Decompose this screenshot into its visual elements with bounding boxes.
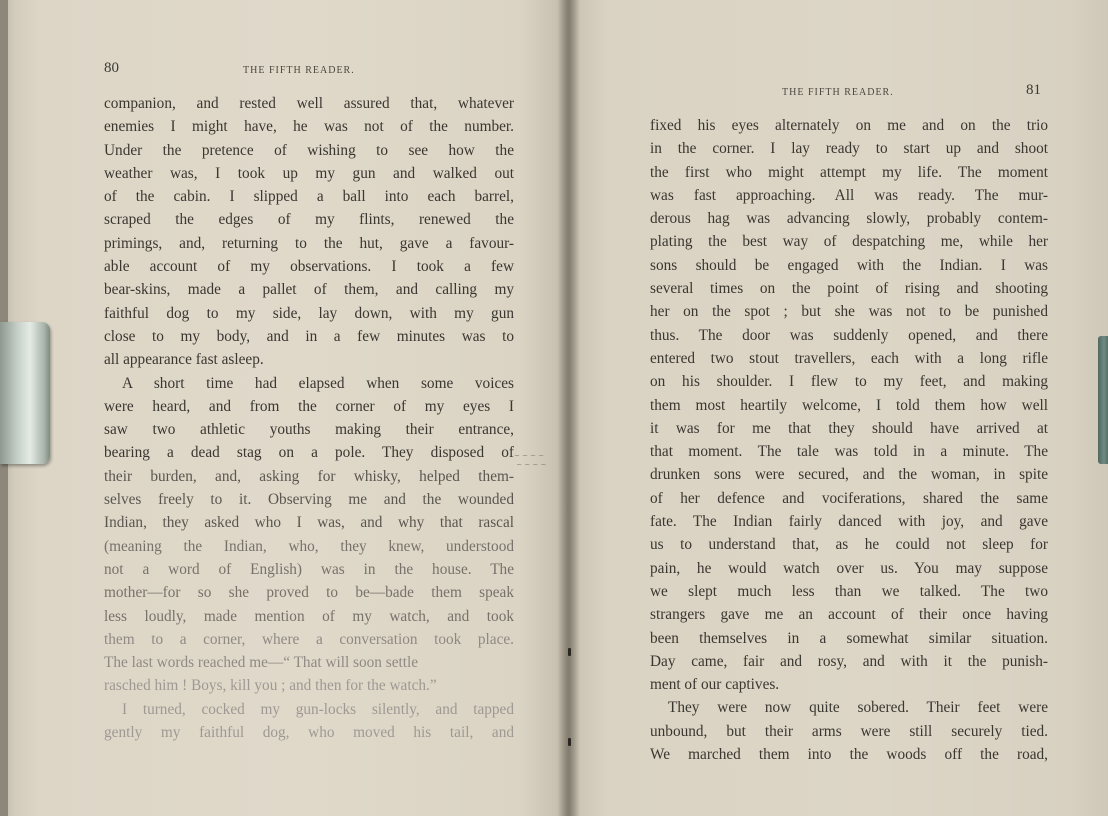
text-line: we slept much less than we talked. The two	[650, 582, 1048, 600]
text-line: sons should be engaged with the Indian. I was	[650, 256, 1048, 274]
text-line: drunken sons were secured, and the woman, in spite	[650, 466, 1048, 484]
text-line: fixed his eyes alternately on me and on the trio	[650, 117, 1048, 134]
text-line: scraped the edges of my flints, renewed the	[104, 211, 514, 229]
right-page	[568, 0, 1108, 816]
text-line: us to understand that, as he could not sleep for	[650, 536, 1048, 554]
text-line: faithful dog to my side, lay down, with my gun	[104, 304, 514, 322]
text-line: They were now quite sobered. Their feet were	[668, 699, 1048, 717]
page-number-left: 80	[104, 60, 119, 76]
right-page-text	[650, 114, 1048, 766]
text-line: was fast approaching. All was ready. The mur-	[650, 186, 1048, 204]
text-line: mother—for so she proved to be—bade them speak	[104, 584, 514, 602]
text-line: been themselves in a somewhat similar situation.	[650, 629, 1048, 647]
text-line: her on the spot ; but she was not to be punished	[650, 303, 1048, 321]
text-line: their burden, and, asking for whisky, helped them-	[104, 467, 514, 485]
gutter-mark	[568, 648, 571, 656]
text-line: I turned, cocked my gun-locks silently, and tapped	[122, 700, 514, 718]
running-head-right: THE FIFTH READER.	[782, 87, 894, 98]
text-line: Indian, they asked who I was, and why that rascal	[104, 514, 514, 532]
text-line: strangers gave me an account of their once having	[650, 606, 1048, 624]
text-line: the first who might attempt my life. The moment	[650, 163, 1048, 181]
text-line: able account of my observations. I took a few	[104, 258, 514, 276]
text-line: that moment. The tale was told in a minute. The	[650, 443, 1048, 461]
pencil-marginalia: ~ ~ ~ ~ ~ ~ ~ ~	[514, 452, 547, 469]
text-line: The last words reached me—“ That will soon settle	[104, 654, 419, 672]
bookmark-clip-left	[0, 322, 50, 464]
text-line: on his shoulder. I flew to my feet, and making	[650, 373, 1048, 391]
text-line: bearing a dead stag on a pole. They disposed of	[104, 444, 514, 462]
text-line: ment of our captives.	[650, 676, 780, 694]
text-line: A short time had elapsed when some voices	[122, 374, 514, 392]
text-line: close to my body, and in a few minutes was to	[104, 327, 514, 345]
text-line: plating the best way of despatching me, while her	[650, 233, 1048, 251]
text-line: several times on the point of rising and shooting	[650, 280, 1048, 298]
text-line: not a word of English) was in the house. The	[104, 560, 514, 578]
text-line: less loudly, made mention of my watch, and took	[104, 607, 514, 625]
text-line: primings, and, returning to the hut, gave a favour-	[104, 234, 514, 252]
text-line: enemies I might have, he was not of the number.	[104, 118, 514, 136]
text-line: Under the pretence of wishing to see how the	[104, 141, 514, 159]
text-line: of the cabin. I slipped a ball into each barrel,	[104, 188, 514, 206]
text-line: thus. The door was suddenly opened, and there	[650, 326, 1048, 344]
text-line: Day came, fair and rosy, and with it the punish-	[650, 652, 1048, 670]
text-line: (meaning the Indian, who, they knew, understood	[104, 537, 514, 555]
left-page-text	[104, 92, 514, 744]
text-line: weather was, I took up my gun and walked out	[104, 164, 514, 182]
text-line: We marched them into the woods off the road,	[650, 746, 1048, 764]
text-line: unbound, but their arms were still securely tied.	[650, 722, 1048, 740]
text-line: in the corner. I lay ready to start up and shoot	[650, 140, 1048, 158]
text-line: entered two stout travellers, each with a long rifle	[650, 349, 1048, 367]
text-line: them most heartily welcome, I told them how well	[650, 396, 1048, 414]
text-line: gently my faithful dog, who moved his tail, and	[104, 724, 514, 742]
text-line: fate. The Indian fairly danced with joy, and gave	[650, 513, 1048, 531]
bookmark-clip-right	[1098, 336, 1108, 464]
text-line: all appearance fast asleep.	[104, 351, 264, 369]
text-line: them to a corner, where a conversation took place.	[104, 630, 514, 648]
running-head-left: THE FIFTH READER.	[243, 65, 355, 76]
text-line: selves freely to it. Observing me and the wounded	[104, 491, 514, 509]
gutter-mark	[568, 738, 571, 746]
text-line: it was for me that they should have arrived at	[650, 419, 1048, 437]
text-line: bear-skins, made a pallet of them, and calling my	[104, 281, 514, 299]
text-line: saw two athletic youths making their entrance,	[104, 421, 514, 439]
text-line: pain, he would watch over us. You may suppose	[650, 559, 1048, 577]
text-line: rasched him ! Boys, kill you ; and then for the watch.”	[104, 677, 437, 695]
page-number-right: 81	[1026, 82, 1041, 98]
text-line: were heard, and from the corner of my eyes I	[104, 397, 514, 415]
text-line: companion, and rested well assured that, whatever	[104, 95, 514, 112]
book-gutter	[558, 0, 580, 816]
text-line: derous hag was advancing slowly, probably contem-	[650, 210, 1048, 228]
text-line: of her defence and vociferations, shared the same	[650, 489, 1048, 507]
